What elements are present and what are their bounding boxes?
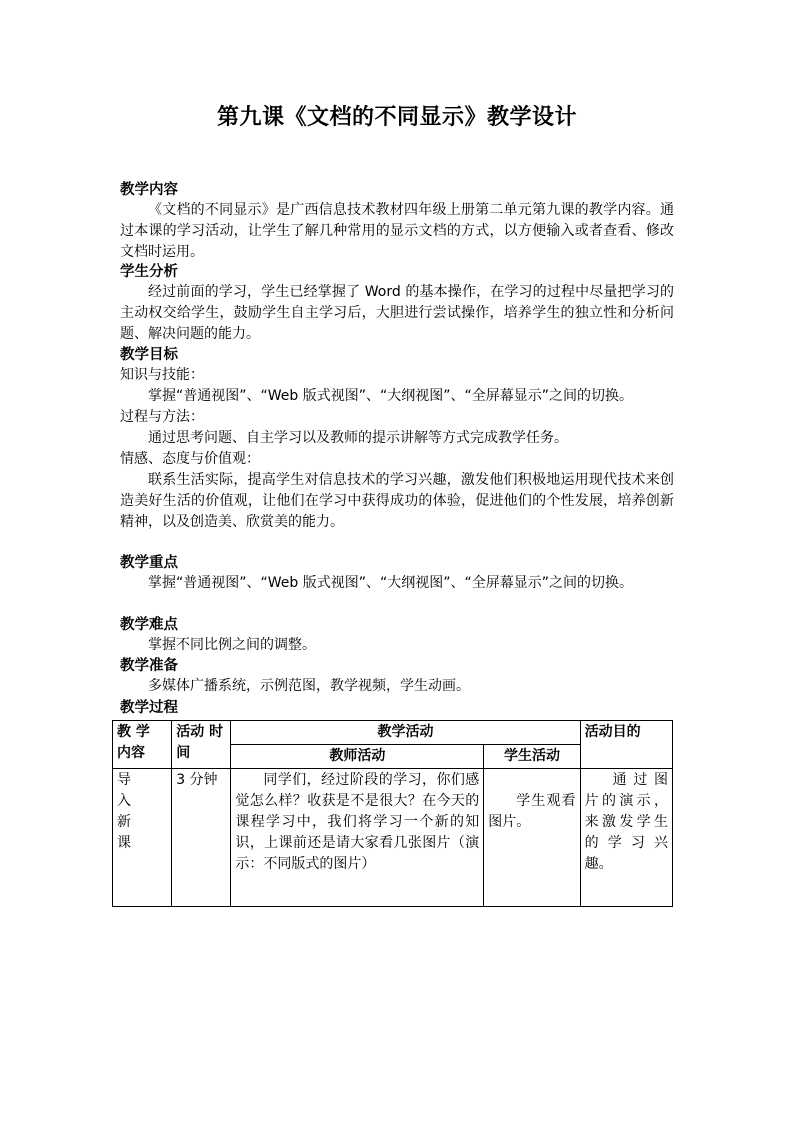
goal-text-knowledge: 掌握“普通视图”、“Web 版式视图”、“大纲视图”、“全屏幕显示”之间的切换。 — [148, 388, 633, 404]
section-analysis — [120, 262, 674, 345]
goal-text-process: 通过思考问题、自主学习以及教师的提示讲解等方式完成教学任务。 — [148, 430, 568, 446]
cell-teacher: 同学们，经过阶段的学习，你们感觉怎么样？收获是不是很大？在今天的课程学习中，我们将学习一个新的知识，上课前还是请大家看几张图片（演示：不同版式的图片） — [231, 769, 484, 907]
cell-purpose: 通过图片的演示，来激发学生的学习兴趣。 — [580, 769, 672, 907]
goal-label-knowledge: 知识与技能： — [120, 367, 204, 383]
section-heading: 教学过程 — [120, 700, 178, 716]
section-paragraph: 经过前面的学习，学生已经掌握了 Word 的基本操作，在学习的过程中尽量把学习的主动权交给学生，鼓励学生自主学习后，大胆进行尝试操作，培养学生的独立性和分析问题、解决问题的能力。 — [120, 284, 674, 342]
procedure-table — [112, 720, 673, 907]
section-difficulties — [120, 615, 674, 656]
document-title: 第九课《文档的不同显示》教学设计 — [216, 105, 577, 130]
header-cell-activity: 教学活动 — [231, 721, 580, 745]
section-preparation — [120, 656, 674, 697]
goal-text-emotion: 联系生活实际，提高学生对信息技术的学习兴趣，激发他们积极地运用现代技术来创造美好生活的价值观，让他们在学习中获得成功的体验，促进他们的个性发展，培养创新精神，以及创造美、欣赏美的能力。 — [120, 472, 674, 530]
header-cell-student: 学生活动 — [484, 745, 580, 769]
section-content — [120, 180, 674, 263]
cell-content: 导 入 新 课 — [113, 769, 172, 907]
cell-student: 学生观看图片。 — [484, 769, 580, 907]
section-paragraph: 掌握不同比例之间的调整。 — [148, 637, 316, 653]
header-cell-purpose: 活动目的 — [580, 721, 672, 769]
section-key-points — [120, 553, 674, 594]
header-cell-time: 活动 时间 — [172, 721, 231, 769]
section-goals — [120, 345, 674, 533]
section-heading: 学生分析 — [120, 264, 178, 280]
section-paragraph: 多媒体广播系统，示例范图，教学视频，学生动画。 — [148, 678, 470, 694]
section-paragraph: 《文档的不同显示》是广西信息技术教材四年级上册第二单元第九课的教学内容。通过本课的学习活动，让学生了解几种常用的显示文档的方式，以方便输入或者查看、修改文档时运用。 — [120, 202, 674, 260]
section-heading: 教学目标 — [120, 347, 178, 363]
table-header-row — [113, 721, 673, 745]
goal-label-process: 过程与方法： — [120, 409, 204, 425]
header-cell-content: 教 学 内容 — [113, 721, 172, 769]
goal-label-emotion: 情感、态度与价值观： — [120, 451, 260, 467]
section-heading: 教学难点 — [120, 617, 178, 633]
section-heading: 教学内容 — [120, 182, 178, 198]
section-paragraph: 掌握“普通视图”、“Web 版式视图”、“大纲视图”、“全屏幕显示”之间的切换。 — [148, 575, 633, 591]
section-heading: 教学准备 — [120, 658, 178, 674]
header-cell-teacher: 教师活动 — [231, 745, 484, 769]
section-heading: 教学重点 — [120, 555, 178, 571]
cell-time: 3 分钟 — [172, 769, 231, 907]
table-row — [113, 769, 673, 907]
section-procedure — [120, 698, 674, 718]
